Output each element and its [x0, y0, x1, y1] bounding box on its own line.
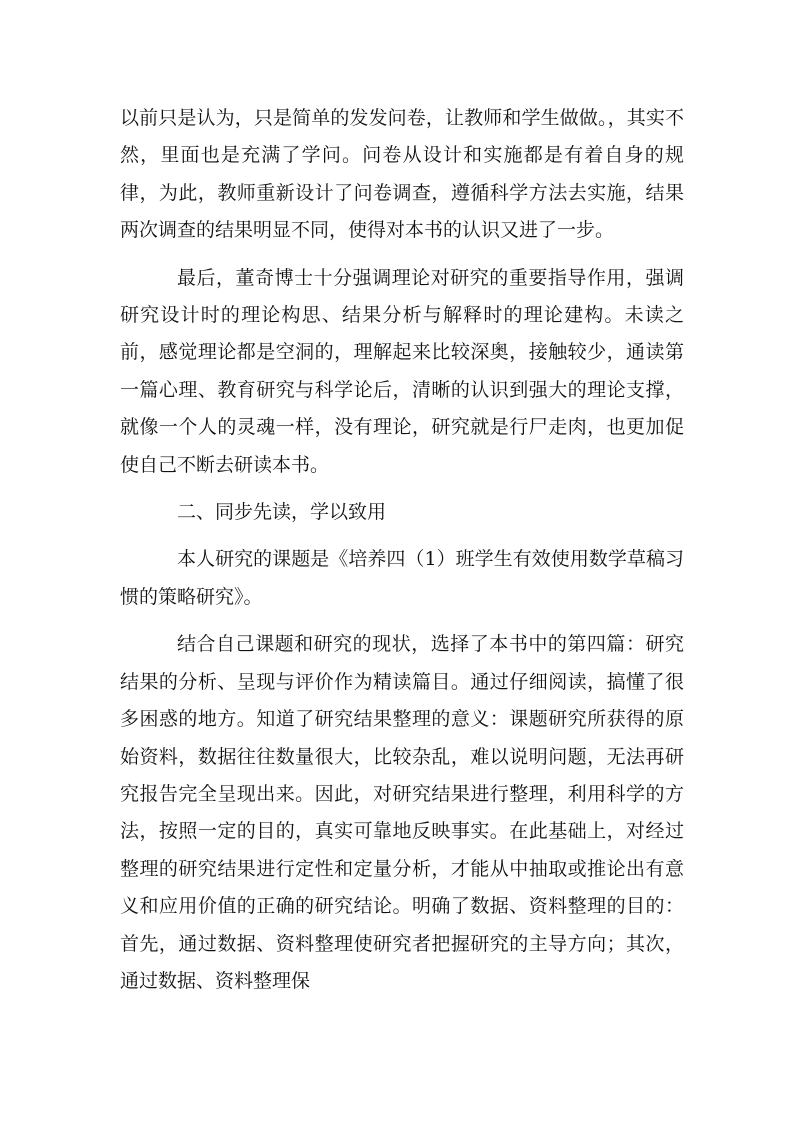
paragraph-4: 结合自己课题和研究的现状，选择了本书中的第四篇：研究结果的分析、呈现与评价作为精读篇目。通过仔细阅读，搞懂了很多困惑的地方。知道了研究结果整理的意义：课题研究所获得的原始资料，数据往往数量很大，比较杂乱，难以说明问题，无法再研究报告完全呈现出来。因此，对研究结果进行整理，利用科学的方法，按照一定的目的，真实可靠地反映事实。在此基础上，对经过整理的研究结果进行定性和定量分析，才能从中抽取或推论出有意义和应用价值的正确的研究结论。明确了数据、资料整理的目的：首先，通过数据、资料整理使研究者把握研究的主导方向；其次，通过数据、资料整理保	[120, 633, 684, 992]
paragraph-3: 本人研究的课题是《培养四（1）班学生有效使用数学草稿习惯的策略研究》。	[120, 548, 684, 608]
document-body	[120, 100, 684, 1010]
paragraph-1: 以前只是认为，只是简单的发发问卷，让教师和学生做做。，其实不然，里面也是充满了学问。问卷从设计和实施都是有着自身的规律，为此，教师重新设计了问卷调查，遵循科学方法去实施，结果两次调查的结果明显不同，使得对本书的认识又进了一步。	[120, 107, 684, 242]
paragraph-2: 最后，董奇博士十分强调理论对研究的重要指导作用，强调研究设计时的理论构思、结果分析与解释时的理论建构。未读之前，感觉理论都是空洞的，理解起来比较深奥，接触较少，通读第一篇心理、教育研究与科学论后，清晰的认识到强大的理论支撑，就像一个人的灵魂一样，没有理论，研究就是行尸走肉，也更加促使自己不断去研读本书。	[120, 266, 684, 476]
section-heading: 二、同步先读，学以致用	[177, 501, 387, 524]
